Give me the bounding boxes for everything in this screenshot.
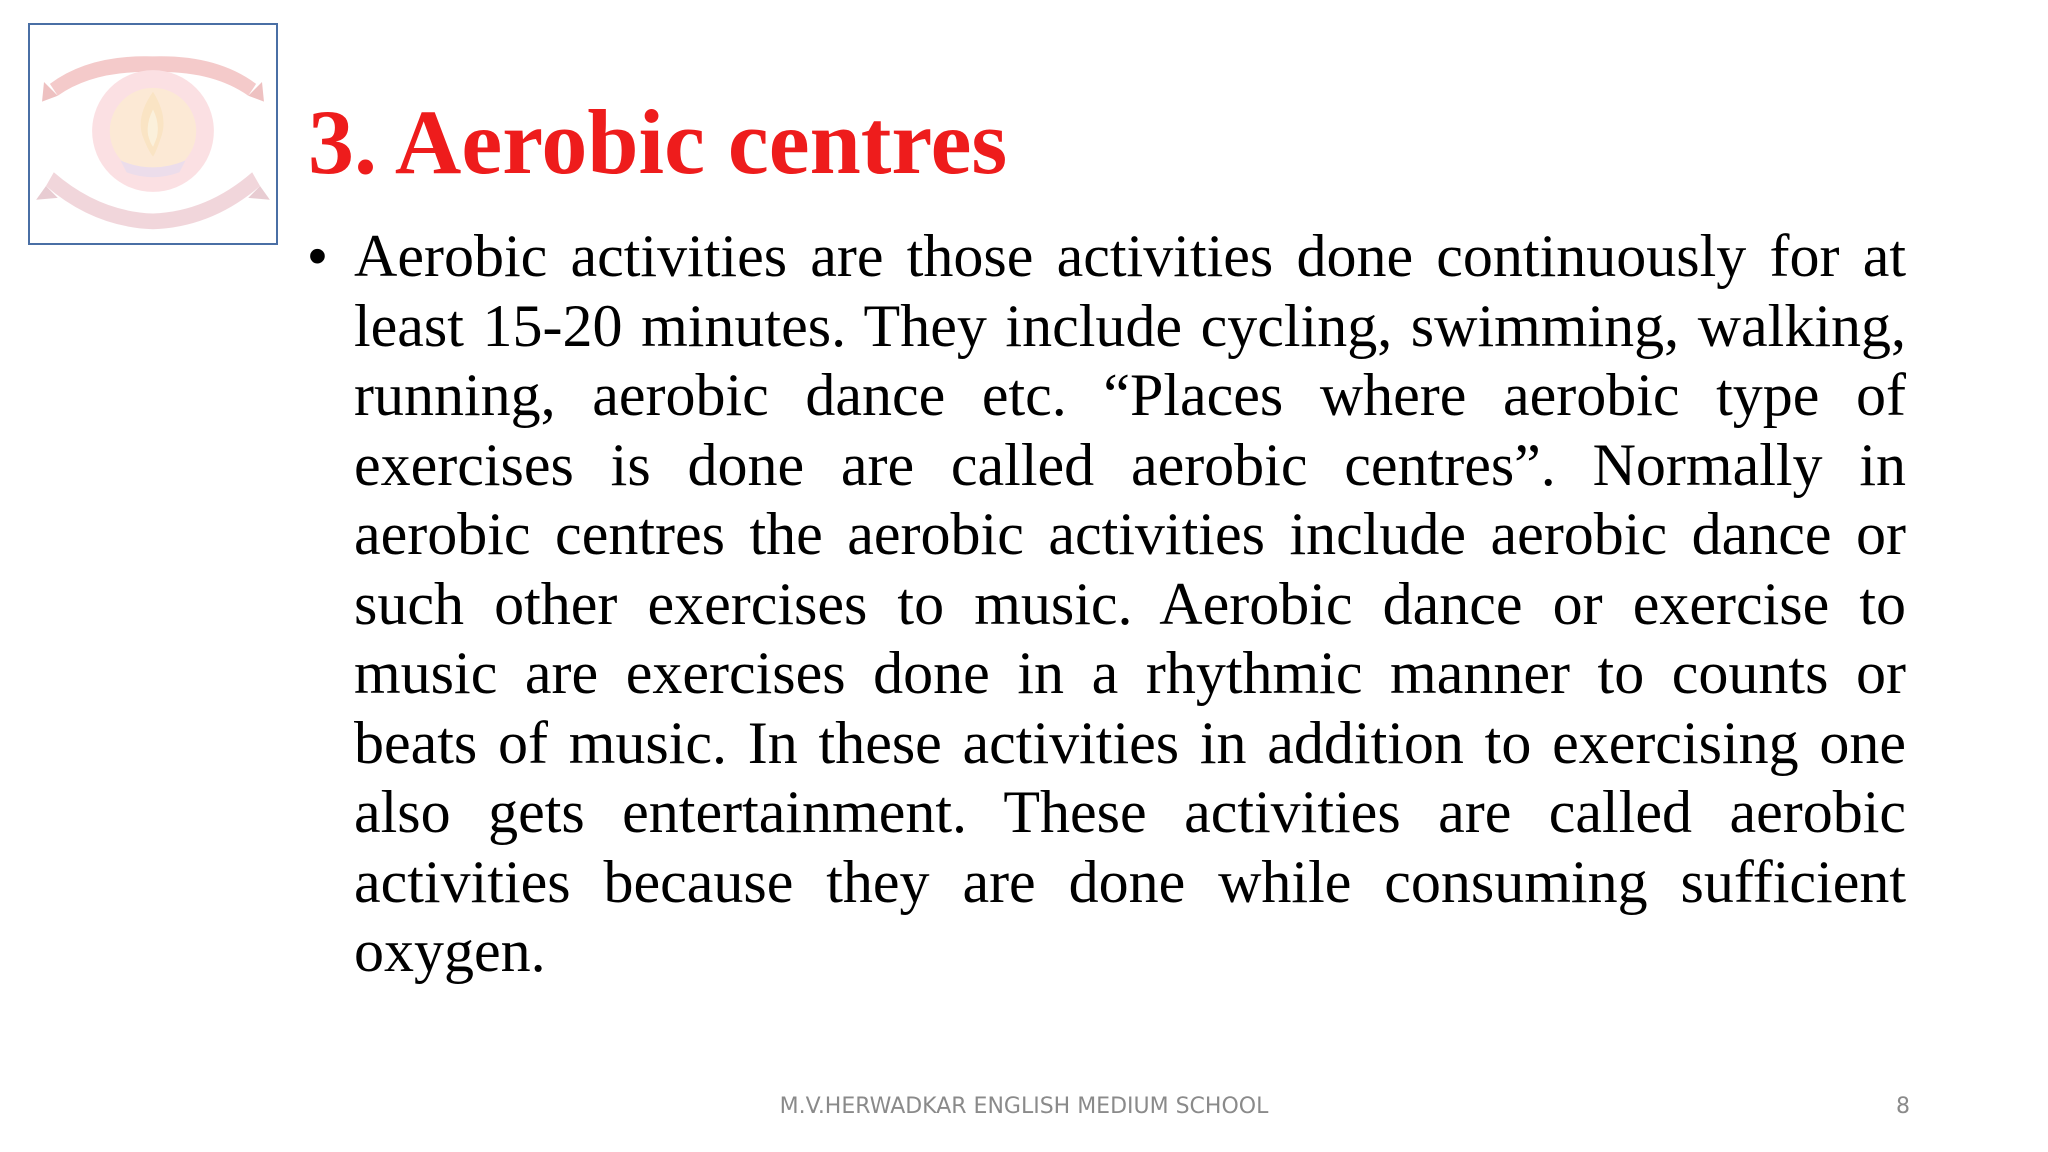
bullet-text: Aerobic activities are those activities done continuously for at least 15-20 minutes. They include cycling, swimming, walking, running, aerobic dance etc. “Places where aerobic type of exercises is done are called aerobic centres”. Normally in aerobic centres the aerobic activities include aerobic dance or such other exercises to music. Aerobic dance or exercise to music are exercises done in a rhythmic manner to counts or beats of music. In these activities in addition to exercising one also gets entertainment. These activities are called aerobic activities because they are done while consuming sufficient oxygen. <box>354 223 1906 984</box>
slide-content <box>308 222 1906 987</box>
school-emblem-icon <box>28 23 278 245</box>
bullet-item <box>308 222 1906 987</box>
slide-footer: M.V.HERWADKAR ENGLISH MEDIUM SCHOOL <box>779 1094 1269 1119</box>
slide-title: 3. Aerobic centres <box>308 91 1008 193</box>
bullet-icon: • <box>308 226 327 286</box>
page-number: 8 <box>1896 1094 1910 1119</box>
